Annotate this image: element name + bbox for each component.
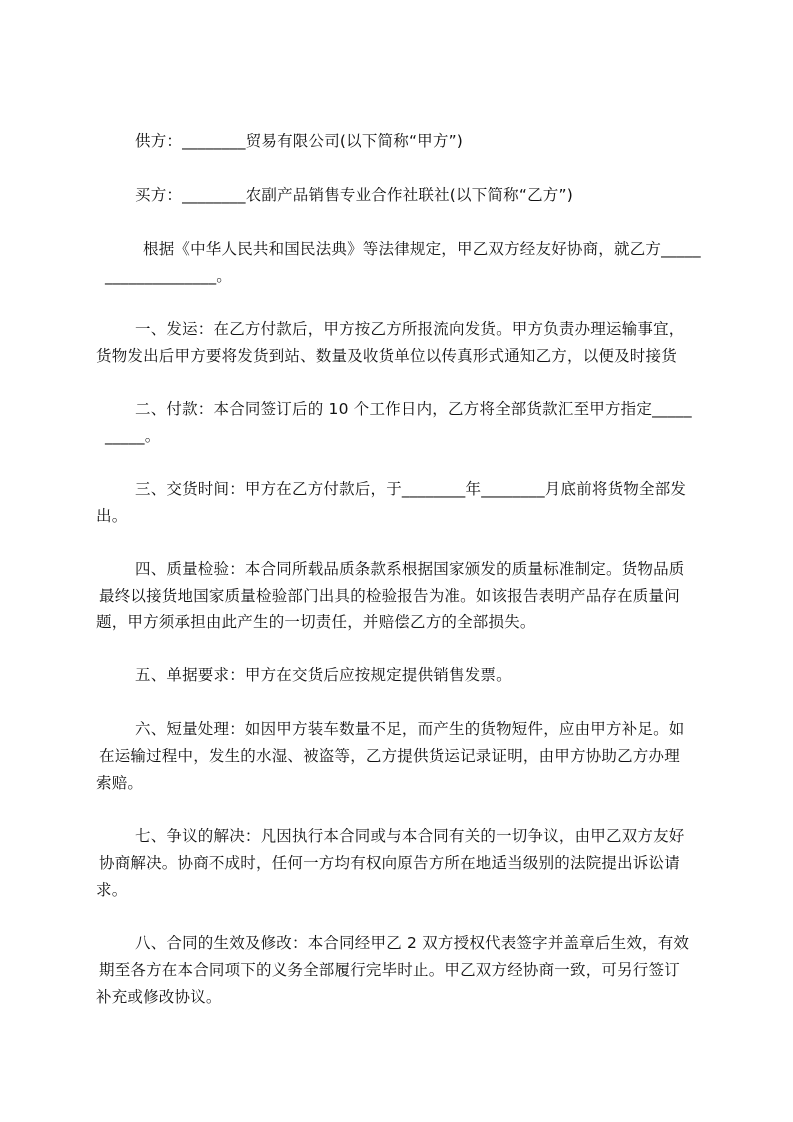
clause-8-line-1: 八、合同的生效及修改：本合同经甲乙 2 双方授权代表签字并盖章后生效，有效 <box>135 934 690 952</box>
clause-1-line-1: 一、发运：在乙方付款后，甲方按乙方所报流向发货。甲方负责办理运输事宜， <box>135 320 685 338</box>
preamble-line-1: 根据《中华人民共和国民法典》等法律规定，甲乙双方经友好协商，就乙方_____ <box>143 240 701 258</box>
clause-8-line-3: 补充或修改协议。 <box>96 988 222 1006</box>
clause-3-line-2: 出。 <box>96 507 128 525</box>
clause-5-line-1: 五、单据要求：甲方在交货后应按规定提供销售发票。 <box>135 666 512 684</box>
clause-1-line-2: 货物发出后甲方要将发货到站、数量及收货单位以传真形式通知乙方，以便及时接货 <box>96 347 677 365</box>
clause-4-line-3: 题，甲方须承担由此产生的一切责任，并赔偿乙方的全部损失。 <box>96 613 536 631</box>
clause-7-line-1: 七、争议的解决：凡因执行本合同或与本合同有关的一切争议，由甲乙双方友好 <box>135 827 685 845</box>
clause-6-line-3: 索赔。 <box>96 774 144 792</box>
clause-2-line-2: _____。 <box>105 427 161 445</box>
clause-2-line-1: 二、付款：本合同签订后的 10 个工作日内，乙方将全部货款汇至甲方指定_____ <box>135 400 692 418</box>
clause-6-line-2: 在运输过程中，发生的水湿、被盗等，乙方提供货运记录证明，由甲方协助乙方办理 <box>99 747 680 765</box>
preamble-line-2: ______________。 <box>105 267 233 285</box>
clause-8-line-2: 期至各方在本合同项下的义务全部履行完毕时止。甲乙双方经协商一致，可另行签订 <box>99 961 680 979</box>
buyer-line: 买方：________农副产品销售专业合作社联社(以下简称“乙方”) <box>135 186 573 204</box>
clause-7-line-3: 求。 <box>96 881 128 899</box>
clause-7-line-2: 协商解决。协商不成时，任何一方均有权向原告方所在地适当级别的法院提出诉讼请 <box>99 854 680 872</box>
clause-4-line-2: 最终以接货地国家质量检验部门出具的检验报告为准。如该报告表明产品存在质量问 <box>99 587 680 605</box>
clause-4-line-1: 四、质量检验：本合同所载品质条款系根据国家颁发的质量标准制定。货物品质 <box>135 560 685 578</box>
clause-3-line-1: 三、交货时间：甲方在乙方付款后，于________年________月底前将货物全部发 <box>135 480 687 498</box>
clause-6-line-1: 六、短量处理：如因甲方装车数量不足，而产生的货物短件，应由甲方补足。如 <box>135 720 685 738</box>
supplier-line: 供方：________贸易有限公司(以下简称“甲方”) <box>135 132 464 150</box>
